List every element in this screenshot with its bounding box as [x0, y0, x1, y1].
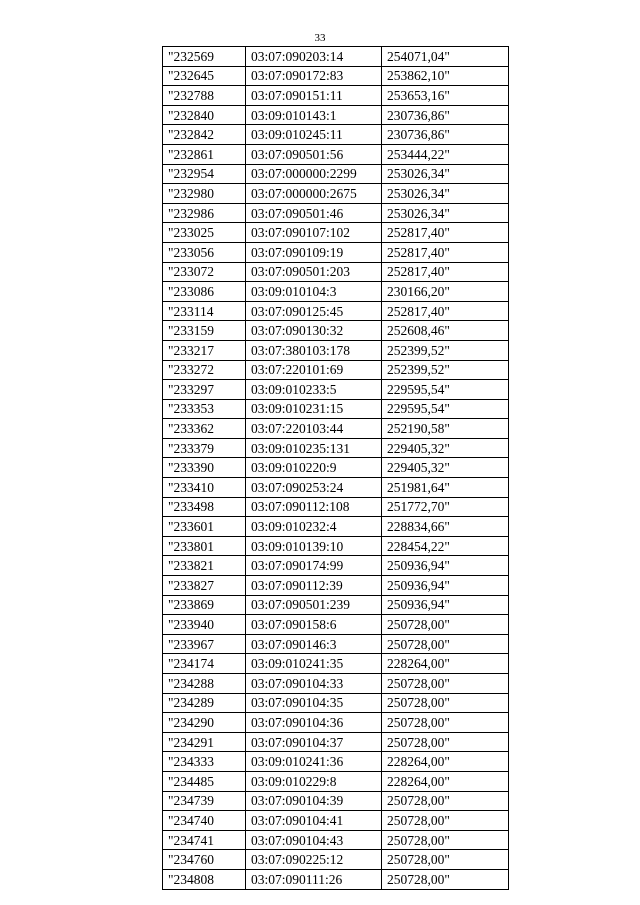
table-row: [163, 380, 509, 400]
cadastral-number-cell: 03:09:010241:35: [246, 654, 382, 674]
record-id-cell: "233601: [163, 517, 246, 537]
record-id-cell: "233362: [163, 419, 246, 439]
record-id-cell: "233297: [163, 380, 246, 400]
page-number: 33: [314, 32, 326, 44]
cadastral-value-cell: 253026,34": [382, 184, 509, 204]
table-row: [163, 674, 509, 694]
cadastral-number-cell: 03:07:090104:35: [246, 693, 382, 713]
cadastral-value-cell: 228834,66": [382, 517, 509, 537]
cadastral-value-cell: 250728,00": [382, 850, 509, 870]
cadastral-value-cell: 250728,00": [382, 615, 509, 635]
cadastral-value-cell: 253444,22": [382, 144, 509, 164]
cadastral-number-cell: 03:07:090111:26: [246, 869, 382, 889]
cadastral-value-cell: 228264,00": [382, 654, 509, 674]
table-row: [163, 536, 509, 556]
record-id-cell: "233114: [163, 301, 246, 321]
record-id-cell: "232861: [163, 144, 246, 164]
cadastral-value-cell: 230736,86": [382, 105, 509, 125]
cadastral-number-cell: 03:07:090125:45: [246, 301, 382, 321]
table-row: [163, 144, 509, 164]
record-id-cell: "232645: [163, 66, 246, 86]
cadastral-value-cell: 250728,00": [382, 791, 509, 811]
table-row: [163, 242, 509, 262]
cadastral-number-cell: 03:07:380103:178: [246, 340, 382, 360]
record-id-cell: "233159: [163, 321, 246, 341]
table-row: [163, 713, 509, 733]
cadastral-value-cell: 252190,58": [382, 419, 509, 439]
record-id-cell: "233967: [163, 634, 246, 654]
cadastral-number-cell: 03:07:090151:11: [246, 86, 382, 106]
table-row: [163, 125, 509, 145]
table-row: [163, 869, 509, 889]
cadastral-value-cell: 252399,52": [382, 360, 509, 380]
record-id-cell: "234289: [163, 693, 246, 713]
cadastral-value-cell: 252608,46": [382, 321, 509, 341]
table-row: [163, 164, 509, 184]
cadastral-number-cell: 03:07:090104:39: [246, 791, 382, 811]
cadastral-number-cell: 03:07:000000:2675: [246, 184, 382, 204]
cadastral-value-cell: 252399,52": [382, 340, 509, 360]
cadastral-value-cell: 253653,16": [382, 86, 509, 106]
record-id-cell: "234288: [163, 674, 246, 694]
record-id-cell: "233390: [163, 458, 246, 478]
cadastral-value-cell: 252817,40": [382, 262, 509, 282]
table-row: [163, 556, 509, 576]
cadastral-value-cell: 250728,00": [382, 811, 509, 831]
table-row: [163, 654, 509, 674]
cadastral-number-cell: 03:07:090104:37: [246, 732, 382, 752]
record-id-cell: "233821: [163, 556, 246, 576]
table-row: [163, 86, 509, 106]
table-row: [163, 419, 509, 439]
record-id-cell: "232954: [163, 164, 246, 184]
cadastral-number-cell: 03:09:010231:15: [246, 399, 382, 419]
record-id-cell: "233498: [163, 497, 246, 517]
record-id-cell: "234291: [163, 732, 246, 752]
table-row: [163, 223, 509, 243]
cadastral-number-cell: 03:07:090130:32: [246, 321, 382, 341]
record-id-cell: "233379: [163, 438, 246, 458]
cadastral-value-cell: 250728,00": [382, 713, 509, 733]
record-id-cell: "234333: [163, 752, 246, 772]
cadastral-value-cell: 253862,10": [382, 66, 509, 86]
table-row: [163, 321, 509, 341]
record-id-cell: "234741: [163, 830, 246, 850]
table-row: [163, 282, 509, 302]
table-row: [163, 850, 509, 870]
table-row: [163, 203, 509, 223]
cadastral-value-cell: 228264,00": [382, 752, 509, 772]
cadastral-number-cell: 03:07:090501:203: [246, 262, 382, 282]
cadastral-number-cell: 03:07:090112:108: [246, 497, 382, 517]
record-id-cell: "233869: [163, 595, 246, 615]
cadastral-value-cell: 229595,54": [382, 380, 509, 400]
table-row: [163, 576, 509, 596]
record-id-cell: "233025: [163, 223, 246, 243]
record-id-cell: "232986: [163, 203, 246, 223]
cadastral-number-cell: 03:07:090107:102: [246, 223, 382, 243]
cadastral-number-cell: 03:07:090104:33: [246, 674, 382, 694]
table-row: [163, 497, 509, 517]
cadastral-value-cell: 252817,40": [382, 223, 509, 243]
record-id-cell: "234485: [163, 771, 246, 791]
cadastral-number-cell: 03:09:010220:9: [246, 458, 382, 478]
cadastral-number-cell: 03:09:010139:10: [246, 536, 382, 556]
cadastral-number-cell: 03:07:090104:36: [246, 713, 382, 733]
cadastral-value-cell: 230736,86": [382, 125, 509, 145]
cadastral-value-cell: 228454,22": [382, 536, 509, 556]
table-row: [163, 811, 509, 831]
record-id-cell: "232980: [163, 184, 246, 204]
cadastral-number-cell: 03:09:010233:5: [246, 380, 382, 400]
table-row: [163, 360, 509, 380]
table-row: [163, 340, 509, 360]
record-id-cell: "234740: [163, 811, 246, 831]
record-id-cell: "232788: [163, 86, 246, 106]
record-id-cell: "233353: [163, 399, 246, 419]
table-row: [163, 301, 509, 321]
table-row: [163, 66, 509, 86]
cadastral-number-cell: 03:09:010245:11: [246, 125, 382, 145]
cadastral-value-cell: 253026,34": [382, 164, 509, 184]
record-id-cell: "233217: [163, 340, 246, 360]
cadastral-value-cell: 229405,32": [382, 438, 509, 458]
cadastral-number-cell: 03:07:090112:39: [246, 576, 382, 596]
cadastral-number-cell: 03:09:010232:4: [246, 517, 382, 537]
table-row: [163, 399, 509, 419]
table-row: [163, 693, 509, 713]
record-id-cell: "232842: [163, 125, 246, 145]
cadastral-value-cell: 250728,00": [382, 830, 509, 850]
cadastral-number-cell: 03:07:000000:2299: [246, 164, 382, 184]
cadastral-value-cell: 251772,70": [382, 497, 509, 517]
cadastral-value-cell: 250728,00": [382, 732, 509, 752]
table-row: [163, 184, 509, 204]
cadastral-number-cell: 03:09:010143:1: [246, 105, 382, 125]
record-id-cell: "234174: [163, 654, 246, 674]
record-id-cell: "233072: [163, 262, 246, 282]
table-row: [163, 438, 509, 458]
cadastral-value-cell: 251981,64": [382, 478, 509, 498]
cadastral-number-cell: 03:07:090225:12: [246, 850, 382, 870]
table-row: [163, 791, 509, 811]
table-row: [163, 615, 509, 635]
table-row: [163, 732, 509, 752]
record-id-cell: "233086: [163, 282, 246, 302]
registry-table: [162, 46, 509, 890]
cadastral-value-cell: 250728,00": [382, 634, 509, 654]
cadastral-value-cell: 252817,40": [382, 242, 509, 262]
cadastral-value-cell: 228264,00": [382, 771, 509, 791]
cadastral-number-cell: 03:07:090172:83: [246, 66, 382, 86]
record-id-cell: "232840: [163, 105, 246, 125]
cadastral-number-cell: 03:07:090104:41: [246, 811, 382, 831]
table-row: [163, 458, 509, 478]
cadastral-number-cell: 03:09:010235:131: [246, 438, 382, 458]
record-id-cell: "233940: [163, 615, 246, 635]
table-row: [163, 752, 509, 772]
table-row: [163, 634, 509, 654]
table-row: [163, 105, 509, 125]
cadastral-number-cell: 03:07:090109:19: [246, 242, 382, 262]
record-id-cell: "234739: [163, 791, 246, 811]
table-row: [163, 47, 509, 67]
cadastral-value-cell: 229595,54": [382, 399, 509, 419]
cadastral-value-cell: 250728,00": [382, 674, 509, 694]
record-id-cell: "233272: [163, 360, 246, 380]
cadastral-number-cell: 03:09:010241:36: [246, 752, 382, 772]
table-row: [163, 478, 509, 498]
cadastral-value-cell: 254071,04": [382, 47, 509, 67]
table-row: [163, 262, 509, 282]
table-row: [163, 830, 509, 850]
cadastral-number-cell: 03:07:220103:44: [246, 419, 382, 439]
cadastral-number-cell: 03:07:090501:56: [246, 144, 382, 164]
cadastral-number-cell: 03:07:090146:3: [246, 634, 382, 654]
cadastral-number-cell: 03:07:090253:24: [246, 478, 382, 498]
record-id-cell: "233056: [163, 242, 246, 262]
record-id-cell: "233827: [163, 576, 246, 596]
cadastral-value-cell: 230166,20": [382, 282, 509, 302]
cadastral-number-cell: 03:07:090158:6: [246, 615, 382, 635]
record-id-cell: "232569: [163, 47, 246, 67]
record-id-cell: "233410: [163, 478, 246, 498]
cadastral-number-cell: 03:07:090501:46: [246, 203, 382, 223]
table-row: [163, 517, 509, 537]
cadastral-number-cell: 03:07:220101:69: [246, 360, 382, 380]
cadastral-value-cell: 250936,94": [382, 595, 509, 615]
table-row: [163, 771, 509, 791]
record-id-cell: "234808: [163, 869, 246, 889]
record-id-cell: "233801: [163, 536, 246, 556]
registry-table-body: [163, 47, 509, 890]
cadastral-number-cell: 03:07:090104:43: [246, 830, 382, 850]
table-row: [163, 595, 509, 615]
cadastral-value-cell: 250936,94": [382, 556, 509, 576]
cadastral-number-cell: 03:07:090203:14: [246, 47, 382, 67]
cadastral-value-cell: 252817,40": [382, 301, 509, 321]
cadastral-number-cell: 03:09:010104:3: [246, 282, 382, 302]
record-id-cell: "234760: [163, 850, 246, 870]
cadastral-number-cell: 03:07:090174:99: [246, 556, 382, 576]
record-id-cell: "234290: [163, 713, 246, 733]
cadastral-value-cell: 250728,00": [382, 869, 509, 889]
cadastral-value-cell: 229405,32": [382, 458, 509, 478]
cadastral-number-cell: 03:09:010229:8: [246, 771, 382, 791]
cadastral-number-cell: 03:07:090501:239: [246, 595, 382, 615]
cadastral-value-cell: 253026,34": [382, 203, 509, 223]
cadastral-value-cell: 250936,94": [382, 576, 509, 596]
cadastral-value-cell: 250728,00": [382, 693, 509, 713]
